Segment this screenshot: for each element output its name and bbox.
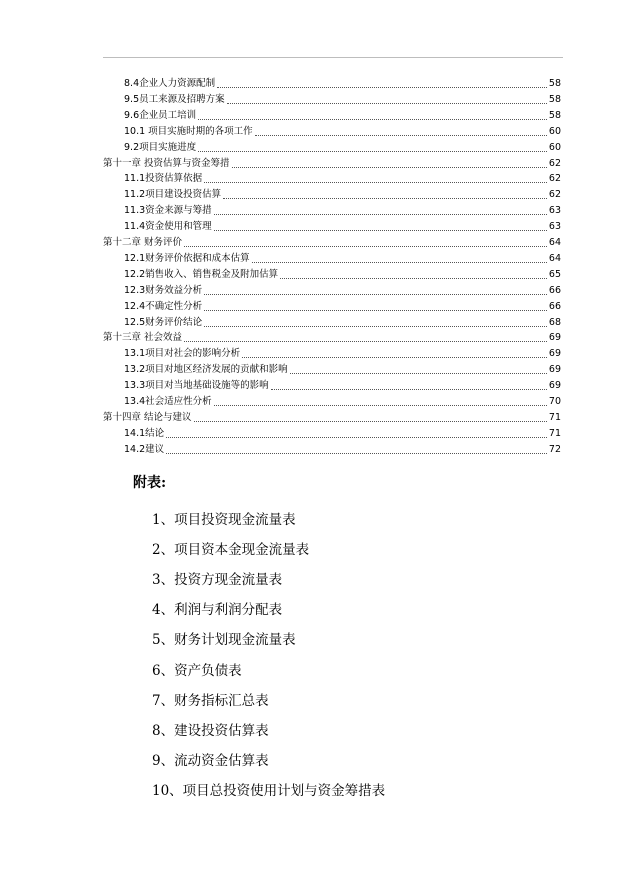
toc-dot-leader: [290, 372, 547, 374]
toc-entry-page: 63: [548, 205, 561, 217]
toc-entry-title: 13.2项目对地区经济发展的贡献和影响: [124, 364, 288, 376]
toc-entry-title: 10.1 项目实施时期的各项工作: [124, 125, 253, 137]
toc-dot-leader: [223, 197, 547, 199]
toc-entry-title: 11.2项目建设投资估算: [124, 189, 222, 201]
appendix-item: 3、投资方现金流量表: [152, 572, 283, 589]
toc-dot-leader: [252, 261, 547, 263]
toc-dot-leader: [166, 436, 547, 438]
toc-section-entry[interactable]: [124, 92, 561, 106]
toc-section-entry[interactable]: [124, 426, 561, 440]
toc-entry-page: 66: [548, 300, 561, 312]
toc-section-entry[interactable]: [124, 251, 561, 265]
toc-chapter-entry[interactable]: [103, 235, 561, 249]
toc-entry-page: 66: [548, 284, 561, 296]
toc-entry-page: 64: [548, 237, 561, 248]
toc-entry-page: 70: [548, 396, 561, 407]
toc-dot-leader: [227, 102, 547, 104]
toc-entry-title: 14.2建议: [124, 443, 165, 455]
toc-dot-leader: [194, 420, 547, 422]
toc-section-entry[interactable]: [124, 124, 561, 138]
appendix-title: 附表:: [133, 475, 167, 491]
toc-dot-leader: [204, 293, 547, 295]
appendix-item: 10、项目总投资使用计划与资金筹措表: [152, 782, 386, 799]
toc-entry-title: 9.6企业员工培训: [124, 109, 197, 121]
toc-entry-title: 12.1财务评价依据和成本估算: [124, 252, 250, 264]
toc-section-entry[interactable]: [124, 187, 561, 201]
toc-dot-leader: [232, 166, 547, 168]
toc-chapter-entry[interactable]: [103, 156, 561, 170]
appendix-item: 5、财务计划现金流量表: [152, 632, 296, 649]
toc-dot-leader: [214, 213, 547, 215]
toc-chapter-entry[interactable]: [103, 410, 561, 424]
toc-dot-leader: [242, 356, 547, 358]
toc-entry-title: 11.1投资估算依据: [124, 173, 203, 185]
toc-entry-title: 12.2销售收入、销售税金及附加估算: [124, 268, 279, 280]
toc-entry-page: 58: [548, 78, 561, 89]
toc-dot-leader: [255, 134, 547, 136]
toc-entry-title: 14.1结论: [124, 427, 165, 439]
toc-entry-page: 69: [548, 364, 561, 376]
toc-section-entry[interactable]: [124, 442, 561, 456]
toc-section-entry[interactable]: [124, 299, 561, 313]
toc-dot-leader: [280, 277, 547, 279]
toc-entry-page: 69: [548, 332, 561, 344]
toc-entry-page: 62: [548, 189, 561, 201]
toc-entry-page: 72: [548, 443, 561, 455]
toc-entry-page: 60: [548, 125, 561, 137]
toc-section-entry[interactable]: [124, 171, 561, 185]
appendix-item: 8、建设投资估算表: [152, 722, 269, 739]
toc-dot-leader: [204, 181, 547, 183]
toc-entry-page: 69: [548, 380, 561, 392]
appendix-item: 7、财务指标汇总表: [152, 692, 269, 709]
toc-section-entry[interactable]: [124, 219, 561, 233]
toc-section-entry[interactable]: [124, 346, 561, 360]
toc-entry-title: 8.4企业人力资源配制: [124, 78, 216, 89]
appendix-item: 1、项目投资现金流量表: [152, 512, 296, 528]
toc-dot-leader: [184, 245, 547, 247]
toc-entry-title: 第十四章 结论与建议: [103, 411, 192, 423]
toc-dot-leader: [184, 340, 547, 342]
toc-dot-leader: [214, 229, 547, 231]
toc-entry-page: 65: [548, 268, 561, 280]
toc-entry-page: 62: [548, 173, 561, 185]
toc-entry-title: 12.5财务评价结论: [124, 316, 203, 328]
toc-entry-title: 11.4资金使用和管理: [124, 221, 212, 233]
toc-entry-title: 第十二章 财务评价: [103, 237, 183, 248]
toc-dot-leader: [198, 118, 547, 120]
toc-entry-title: 9.2项目实施进度: [124, 141, 197, 153]
toc-entry-page: 60: [548, 141, 561, 153]
toc-entry-page: 69: [548, 348, 561, 360]
toc-dot-leader: [204, 309, 547, 311]
toc-entry-page: 68: [548, 316, 561, 328]
toc-section-entry[interactable]: [124, 108, 561, 122]
appendix-item: 6、资产负债表: [152, 662, 242, 679]
toc-section-entry[interactable]: [124, 203, 561, 217]
toc-entry-page: 58: [548, 93, 561, 105]
toc-section-entry[interactable]: [124, 378, 561, 392]
toc-entry-title: 13.4社会适应性分析: [124, 396, 212, 407]
toc-entry-page: 62: [548, 157, 561, 169]
toc-entry-title: 12.3财务效益分析: [124, 284, 203, 296]
toc-dot-leader: [166, 452, 547, 454]
toc-dot-leader: [198, 150, 547, 152]
toc-entry-page: 58: [548, 109, 561, 121]
toc-entry-page: 71: [548, 411, 561, 423]
toc-entry-title: 13.1项目对社会的影响分析: [124, 348, 241, 360]
toc-dot-leader: [214, 404, 547, 406]
toc-entry-page: 64: [548, 252, 561, 264]
appendix-item: 4、利润与利润分配表: [152, 602, 283, 619]
toc-entry-title: 9.5员工来源及招聘方案: [124, 93, 225, 105]
toc-entry-title: 13.3项目对当地基础设施等的影响: [124, 380, 269, 392]
appendix-item: 9、流动资金估算表: [152, 752, 269, 769]
toc-entry-title: 11.3资金来源与筹措: [124, 205, 212, 217]
toc-section-entry[interactable]: [124, 394, 561, 408]
toc-section-entry[interactable]: [124, 315, 561, 329]
toc-dot-leader: [204, 325, 547, 327]
toc-chapter-entry[interactable]: [103, 330, 561, 344]
toc-section-entry[interactable]: [124, 76, 561, 90]
toc-section-entry[interactable]: [124, 140, 561, 154]
toc-entry-title: 12.4不确定性分析: [124, 300, 203, 312]
toc-section-entry[interactable]: [124, 362, 561, 376]
toc-dot-leader: [271, 388, 547, 390]
toc-entry-page: 71: [548, 427, 561, 439]
header-rule: [103, 57, 563, 58]
toc-entry-title: 第十三章 社会效益: [103, 332, 183, 344]
toc-section-entry[interactable]: [124, 283, 561, 297]
toc-entry-title: 第十一章 投资估算与资金筹措: [103, 157, 230, 169]
toc-entry-page: 63: [548, 221, 561, 233]
toc-section-entry[interactable]: [124, 267, 561, 281]
appendix-item: 2、项目资本金现金流量表: [152, 542, 310, 559]
toc-dot-leader: [217, 86, 547, 88]
